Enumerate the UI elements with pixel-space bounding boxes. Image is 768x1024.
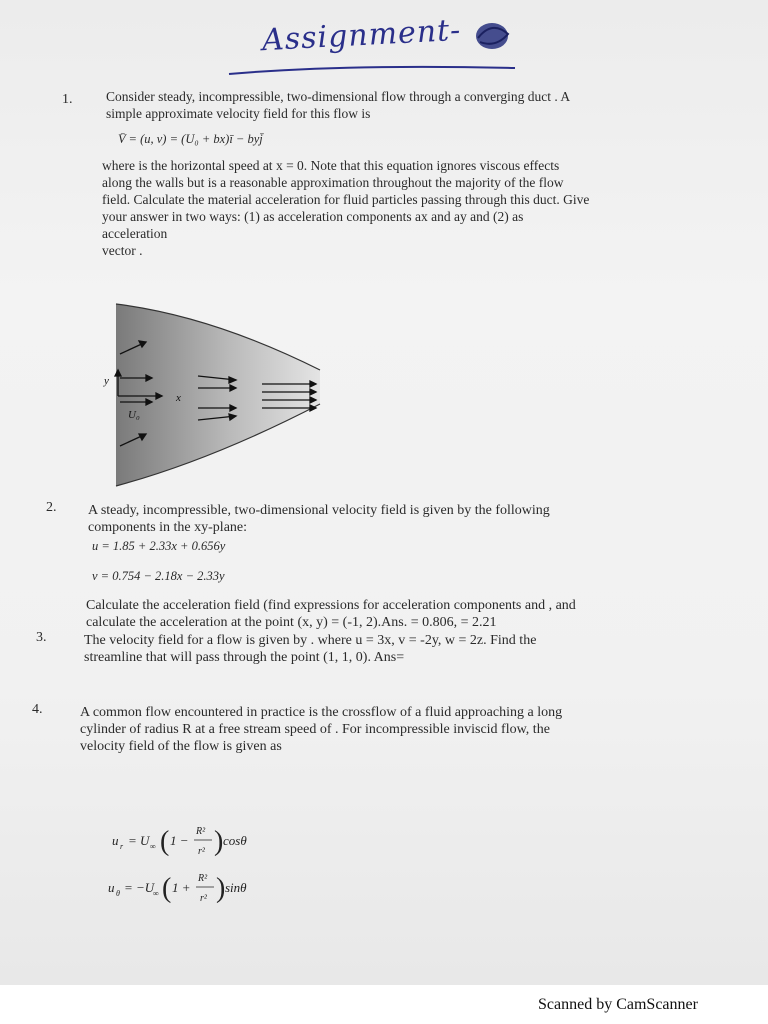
q1-line: vector . xyxy=(102,243,143,258)
question-1-intro xyxy=(106,88,570,122)
utheta-equation xyxy=(106,862,276,914)
y-axis-label: y xyxy=(104,375,109,387)
x-axis-label: x xyxy=(176,392,181,404)
ur-lhs-sub: r xyxy=(120,842,124,851)
q1-velocity-equation: V̄ = (u, v) = (U₀ + bx)ī − byj̄ xyxy=(118,132,263,146)
ut-close-paren: ) xyxy=(216,873,226,904)
q2-v-equation: v = 0.754 − 2.18x − 2.33y xyxy=(92,569,225,583)
question-4-number: 4. xyxy=(32,702,43,717)
q1-line: where is the horizontal speed at x = 0. Note that this equation ignores viscous effects xyxy=(102,158,560,173)
question-1-number: 1. xyxy=(62,92,73,107)
ut-mid: = −U xyxy=(124,880,155,895)
ur-numerator: R² xyxy=(196,826,206,837)
q4-line: cylinder of radius R at a free stream speed of . For incompressible inviscid flow, the xyxy=(80,722,550,737)
q1-line: your answer in two ways: (1) as acceleration components ax and ay and (2) as xyxy=(102,209,524,224)
q2-u-equation: u = 1.85 + 2.33x + 0.656y xyxy=(92,539,226,553)
q4-line: velocity field of the flow is given as xyxy=(80,739,282,754)
ur-denominator: r² xyxy=(198,846,205,857)
ur-one: 1 − xyxy=(170,833,189,848)
converging-duct-figure xyxy=(102,300,332,490)
ut-lhs-sub: θ xyxy=(116,889,120,898)
ut-lhs: u xyxy=(108,880,115,895)
q3-line: The velocity field for a flow is given by . where u = 3x, v = -2y, w = 2z. Find the xyxy=(84,633,537,648)
ur-sub: ∞ xyxy=(150,842,156,851)
q2-line: calculate the acceleration at the point (x, y) = (-1, 2).Ans. = 0.806, = 2.21 xyxy=(86,615,497,630)
q1-line: Consider steady, incompressible, two-dimensional flow through a converging duct . A xyxy=(106,89,571,104)
ut-denominator: r² xyxy=(200,893,207,904)
assignment-title: Assignment- xyxy=(261,12,463,59)
question-3-number: 3. xyxy=(36,630,47,645)
u0-label: U₀ xyxy=(128,409,140,421)
question-2-number: 2. xyxy=(46,500,57,515)
q2-line: A steady, incompressible, two-dimensional velocity field is given by the following xyxy=(88,503,550,518)
q2-line: components in the xy-plane: xyxy=(88,520,248,535)
ut-sub: ∞ xyxy=(153,889,159,898)
ut-open-paren: ( xyxy=(162,873,172,904)
q1-line: acceleration xyxy=(102,226,168,241)
ut-tail: sinθ xyxy=(225,880,247,895)
title-underline xyxy=(225,58,525,80)
q2-line: Calculate the acceleration field (find expressions for acceleration components and , and xyxy=(86,598,576,613)
question-1-body xyxy=(102,157,589,259)
question-4-body xyxy=(80,704,562,755)
ur-tail: cosθ xyxy=(223,833,247,848)
ut-numerator: R² xyxy=(198,873,208,884)
q3-line: streamline that will pass through the point (1, 1, 0). Ans= xyxy=(84,650,405,665)
camscanner-footer: Scanned by CamScanner xyxy=(538,996,698,1013)
question-2-body xyxy=(86,597,576,631)
ur-mid: = U xyxy=(128,833,150,848)
ut-one: 1 + xyxy=(172,880,191,895)
q4-line: A common flow encountered in practice is the crossflow of a fluid approaching a long xyxy=(80,705,563,720)
question-3-body xyxy=(84,632,536,666)
ur-lhs: u xyxy=(112,833,119,848)
ur-open-paren: ( xyxy=(160,826,170,857)
question-2-intro xyxy=(88,502,550,536)
ur-close-paren: ) xyxy=(214,826,224,857)
duct-shape xyxy=(116,304,320,486)
ur-equation xyxy=(110,815,280,867)
ink-scribble-icon xyxy=(470,16,515,56)
q1-line: field. Calculate the material acceleration for fluid particles passing through this duct. Give xyxy=(102,192,590,207)
q1-line: simple approximate velocity field for this flow is xyxy=(106,106,371,121)
q1-line: along the walls but is a reasonable approximation throughout the majority of the flow xyxy=(102,175,564,190)
